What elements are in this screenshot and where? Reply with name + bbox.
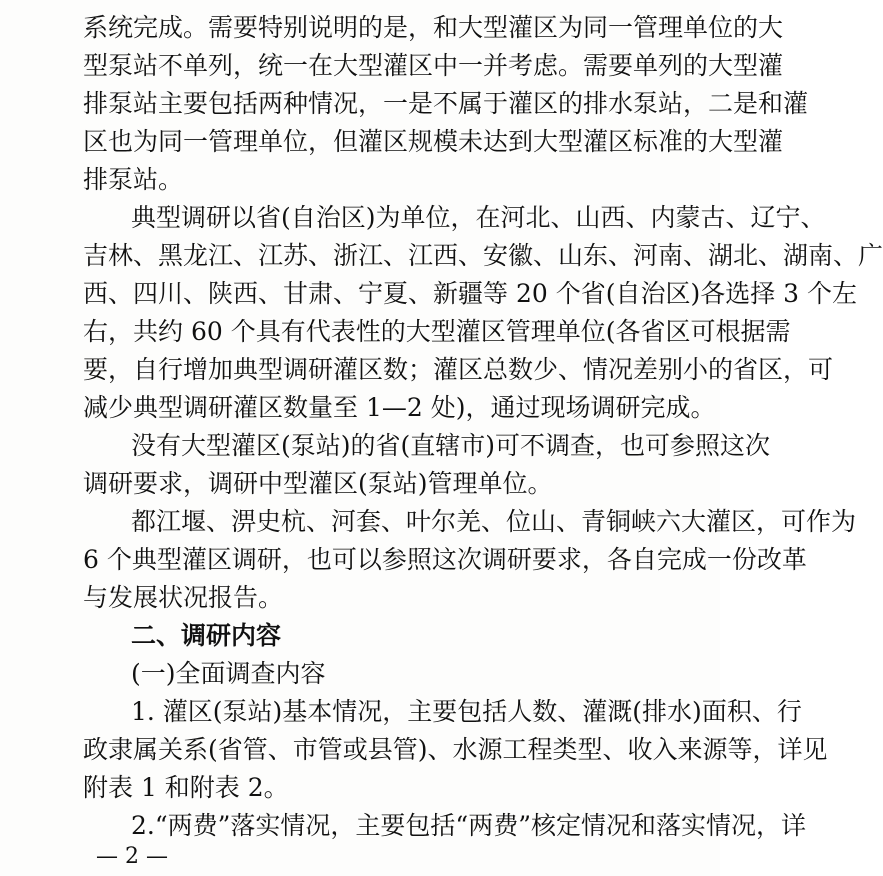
text-line: 系统完成。需要特别说明的是，和大型灌区为同一管理单位的大 <box>83 13 784 42</box>
text-line: 要，自行增加典型调研灌区数；灌区总数少、情况差别小的省区，可 <box>83 355 834 384</box>
page-number: — 2 — <box>96 844 168 869</box>
text-line: 调研要求，调研中型灌区(泵站)管理单位。 <box>83 469 553 498</box>
text-line: 型泵站不单列，统一在大型灌区中一并考虑。需要单列的大型灌 <box>83 51 784 80</box>
text-line: 与发展状况报告。 <box>83 583 284 612</box>
text-line: 1. 灌区(泵站)基本情况，主要包括人数、灌溉(排水)面积、行 <box>131 697 802 726</box>
section-heading: 二、调研内容 <box>131 621 282 650</box>
subsection-heading: (一)全面调查内容 <box>131 659 326 688</box>
text-line: 减少典型调研灌区数量至 1—2 处)，通过现场调研完成。 <box>83 393 716 422</box>
text-line: 吉林、黑龙江、江苏、浙江、江西、安徽、山东、河南、湖北、湖南、广 <box>83 241 883 270</box>
text-line: 排泵站主要包括两种情况，一是不属于灌区的排水泵站，二是和灌 <box>83 89 809 118</box>
text-line: 2.“两费”落实情况，主要包括“两费”核定情况和落实情况，详 <box>131 811 806 840</box>
text-line: 区也为同一管理单位，但灌区规模未达到大型灌区标准的大型灌 <box>83 127 784 156</box>
text-line: 右，共约 60 个具有代表性的大型灌区管理单位(各省区可根据需 <box>83 317 791 346</box>
text-line: 没有大型灌区(泵站)的省(直辖市)可不调查，也可参照这次 <box>131 431 771 460</box>
text-line: 西、四川、陕西、甘肃、宁夏、新疆等 20 个省(自治区)各选择 3 个左 <box>83 279 858 308</box>
text-line: 6 个典型灌区调研，也可以参照这次调研要求，各自完成一份改革 <box>83 545 807 574</box>
text-line: 都江堰、淠史杭、河套、叶尔羌、位山、青铜峡六大灌区，可作为 <box>131 507 857 536</box>
text-line: 典型调研以省(自治区)为单位，在河北、山西、内蒙古、辽宁、 <box>131 203 826 232</box>
text-line: 排泵站。 <box>83 165 184 194</box>
text-line: 政隶属关系(省管、市管或县管)、水源工程类型、收入来源等，详见 <box>83 735 828 764</box>
text-line: 附表 1 和附表 2。 <box>83 773 289 802</box>
